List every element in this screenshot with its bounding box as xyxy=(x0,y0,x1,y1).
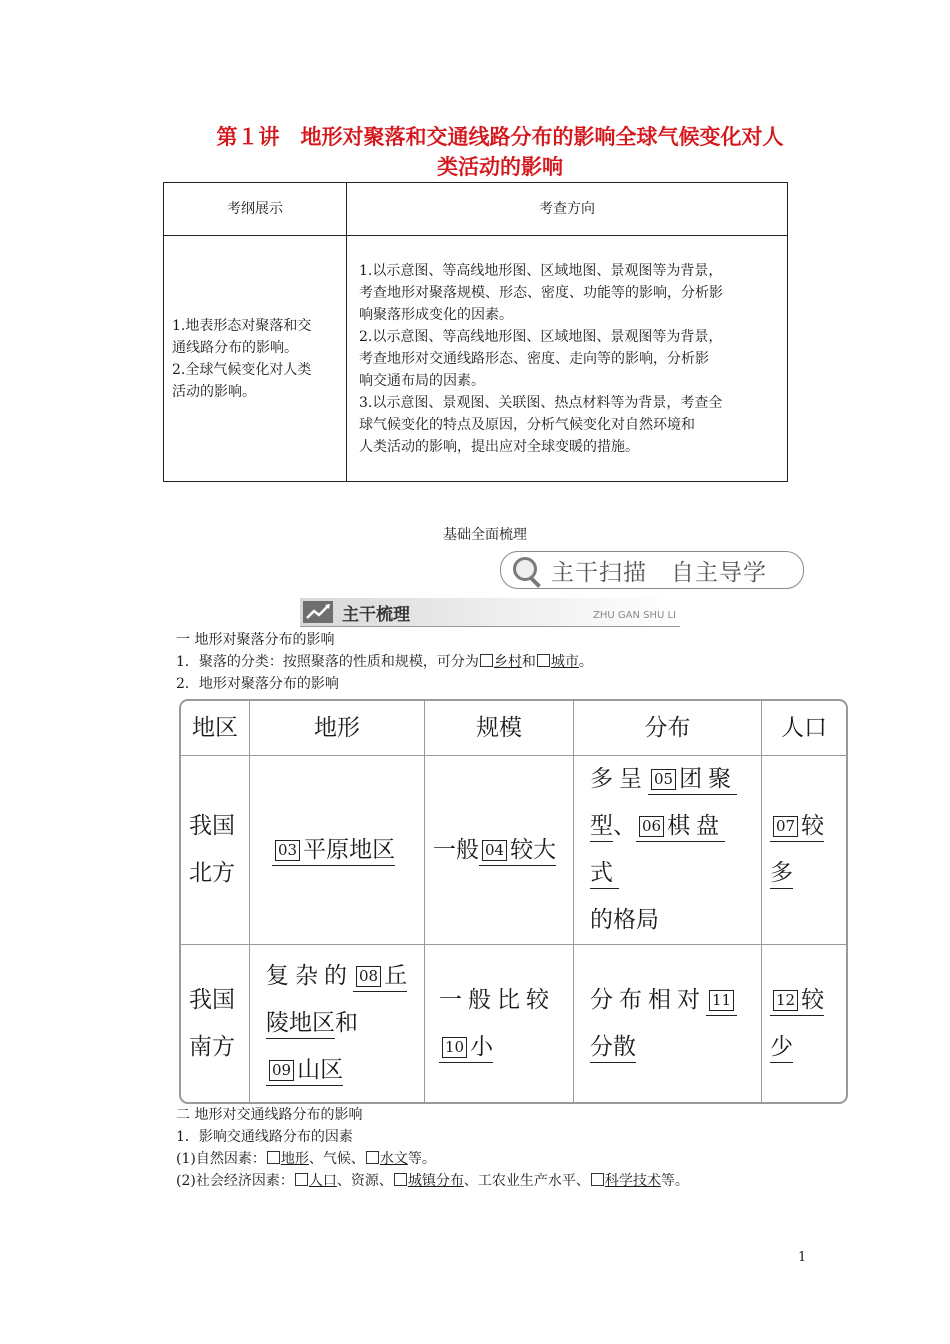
social-factors: (2)社会经济因素： 人口、资源、 城镇分布、工农业生产水平、 科学技术等。 xyxy=(176,1173,689,1189)
north-population: 07 较多 xyxy=(762,756,847,945)
blank-number: 11 xyxy=(709,990,734,1011)
answer-town-distribution: 城镇分布 xyxy=(407,1173,464,1189)
part2-item1: 1．影响交通线路分布的因素 xyxy=(176,1129,353,1145)
answer-box xyxy=(394,1173,407,1186)
answer-terrain: 地形 xyxy=(280,1151,309,1167)
south-distribution: 分布相对 11 分散 xyxy=(574,945,762,1103)
subheading-title: 主干梳理 xyxy=(342,605,410,625)
settlement-table xyxy=(181,701,846,1102)
part1-heading: 一 地形对聚落分布的影响 xyxy=(176,632,335,648)
blank-number: 09 xyxy=(269,1060,294,1081)
outline-right-line: 1.以示意图、等高线地形图、区域地图、景观图等为背景， xyxy=(359,262,723,279)
item1-mid: 和 xyxy=(521,654,536,670)
answer-box xyxy=(591,1173,604,1186)
title-line-2: 类活动的影响 xyxy=(437,155,563,179)
outline-right-line: 考查地形对交通线路形态、密度、走向等的影响，分析影 xyxy=(359,350,709,367)
answer-box xyxy=(366,1151,379,1164)
blank-number: 06 xyxy=(639,816,664,837)
outline-right-line: 3.以示意图、景观图、关联图、热点材料等为背景，考查全 xyxy=(359,394,723,411)
page-number: 1 xyxy=(798,1250,807,1265)
col-header-population: 人口 xyxy=(762,701,847,756)
outline-header-left: 考纲展示 xyxy=(164,183,347,236)
part2-heading: 二 地形对交通线路分布的影响 xyxy=(176,1107,363,1123)
blank-number: 03 xyxy=(275,840,300,861)
item1-prefix: 1．聚落的分类：按照聚落的性质和规模，可分为 xyxy=(176,654,479,670)
south-population: 12 较少 xyxy=(762,945,847,1103)
north-region: 我国 北方 xyxy=(181,756,250,945)
magnifier-icon xyxy=(501,552,551,588)
outline-left-line: 2.全球气候变化对人类 xyxy=(172,361,312,378)
answer-hydrology: 水文 xyxy=(379,1151,408,1167)
natural-factors: (1)自然因素： 地形、气候、 水文等。 xyxy=(176,1151,436,1167)
blank-number: 12 xyxy=(773,990,798,1011)
outline-header-right: 考查方向 xyxy=(347,183,788,236)
answer-box xyxy=(295,1173,308,1186)
subheading-pinyin: ZHU GAN SHU LI xyxy=(592,610,676,621)
outline-right-line: 响交通布局的因素。 xyxy=(359,372,485,389)
outline-left-line: 活动的影响。 xyxy=(172,383,256,400)
outline-right-line: 球气候变化的特点及原因，分析气候变化对自然环境和 xyxy=(359,416,695,433)
col-header-region: 地区 xyxy=(181,701,250,756)
col-header-terrain: 地形 xyxy=(250,701,425,756)
subheading-bar xyxy=(300,598,680,627)
outline-table xyxy=(163,182,788,482)
answer-rural: 乡村 xyxy=(493,654,522,670)
section-caption: 基础全面梳理 xyxy=(443,527,527,543)
answer-box xyxy=(267,1151,280,1164)
banner xyxy=(500,551,804,589)
outline-left-line: 1.地表形态对聚落和交 xyxy=(172,317,312,334)
answer-urban: 城市 xyxy=(550,654,579,670)
page-title xyxy=(150,122,850,182)
outline-right-line: 2.以示意图、等高线地形图、区域地图、景观图等为背景， xyxy=(359,328,723,345)
north-distribution: 多呈 05 团聚 型、 06 棋盘式 的格局 xyxy=(574,756,762,945)
col-header-scale: 规模 xyxy=(425,701,574,756)
outline-right-line: 考查地形对聚落规模、形态、密度、功能等的影响，分析影 xyxy=(359,284,723,301)
blank-number: 05 xyxy=(651,769,676,790)
answer-population: 人口 xyxy=(308,1173,337,1189)
blank-number: 10 xyxy=(442,1037,467,1058)
col-header-distribution: 分布 xyxy=(574,701,762,756)
title-line-1: 第１讲 地形对聚落和交通线路分布的影响全球气候变化对人 xyxy=(216,125,784,149)
south-terrain: 复杂的 08 丘 陵地区和 09 山区 xyxy=(250,945,425,1103)
answer-box xyxy=(480,654,493,667)
item1-suffix: 。 xyxy=(578,654,593,670)
item1 xyxy=(176,652,593,672)
blank-number: 08 xyxy=(356,966,381,987)
trend-chart-icon xyxy=(302,600,334,624)
south-region: 我国 南方 xyxy=(181,945,250,1103)
south-scale: 一般比较 10 小 xyxy=(425,945,574,1103)
north-scale: 一般 04 较大 xyxy=(425,756,574,945)
outline-right-line: 人类活动的影响，提出应对全球变暖的措施。 xyxy=(359,438,639,455)
answer-box xyxy=(537,654,550,667)
blank-number: 04 xyxy=(482,840,507,861)
outline-right-cell xyxy=(347,236,788,482)
settlement-table-frame xyxy=(179,699,848,1104)
blank-number: 07 xyxy=(773,816,798,837)
item2: 2．地形对聚落分布的影响 xyxy=(176,676,339,692)
outline-left-cell xyxy=(164,236,347,482)
north-terrain: 03 平原地区 xyxy=(250,756,425,945)
outline-left-line: 通线路分布的影响。 xyxy=(172,339,298,356)
answer-science-tech: 科学技术 xyxy=(604,1173,661,1189)
outline-right-line: 响聚落形成变化的因素。 xyxy=(359,306,513,323)
banner-text: 主干扫描 自主导学 xyxy=(551,559,767,586)
